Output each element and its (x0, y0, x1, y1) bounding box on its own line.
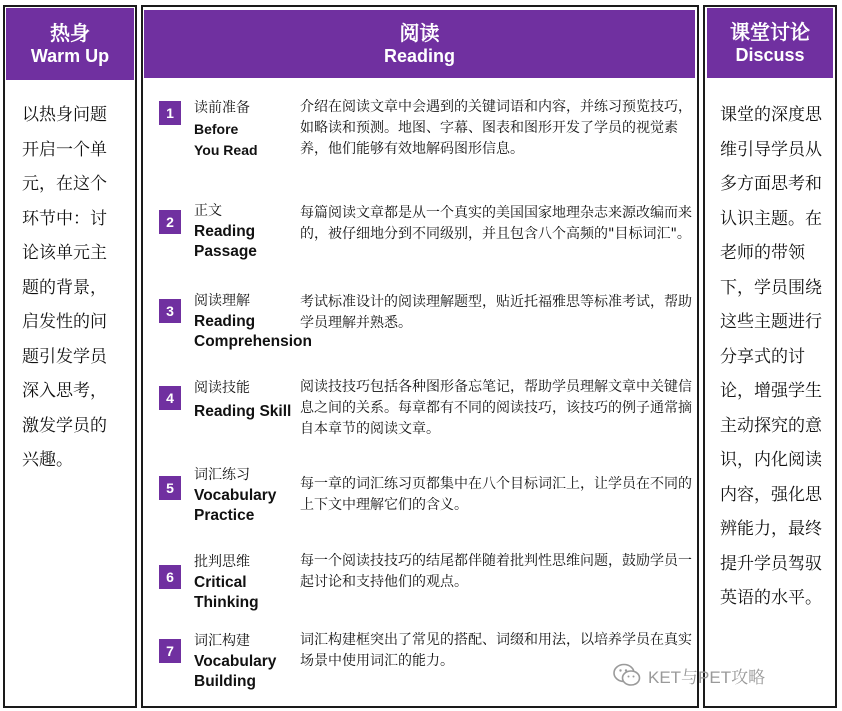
reading-item (150, 464, 695, 544)
item-title-en: Critical Thinking (194, 574, 259, 611)
item-number-badge: 7 (159, 639, 181, 663)
reading-item (150, 200, 695, 280)
item-description: 阅读技技巧包括各种图形备忘笔记，帮助学员理解文章中关键信息之间的关系。每章都有不同的阅读技巧，该技巧的例子通常摘自本章节的阅读文章。 (300, 379, 692, 437)
item-description: 考试标准设计的阅读理解题型，贴近托福雅思等标准考试，帮助学员理解并熟悉。 (300, 294, 692, 331)
item-title (194, 377, 306, 422)
item-title-zh: 批判思维 (194, 554, 250, 570)
item-title (194, 97, 306, 161)
item-description: 介绍在阅读文章中会遇到的关键词语和内容，并练习预览技巧，如略读和预测。地图、字幕、图表和图形开发了学员的视觉素养，他们能够有效地解码图形信息。 (300, 99, 692, 157)
item-description: 词汇构建框突出了常见的搭配、词缀和用法，以培养学员在真实场景中使用词汇的能力。 (300, 632, 692, 669)
item-title-zh: 阅读技能 (194, 380, 250, 396)
warmup-text: 以热身问题开启一个单元，在这个环节中：讨论该单元主题的背景，启发性的问题引发学员深入思考，激发学员的兴趣。 (22, 105, 107, 470)
item-title-en: Before You Read (194, 121, 258, 158)
discuss-title-en: Discuss (735, 45, 805, 65)
item-description: 每一章的词汇练习页都集中在八个目标词汇上，让学员在不同的上下文中理解它们的含义。 (300, 476, 692, 513)
item-title-en: Vocabulary Practice (194, 487, 277, 524)
item-title-en: Reading Passage (194, 223, 257, 260)
warmup-title-zh: 热身 (50, 21, 90, 45)
discuss-header (707, 8, 833, 78)
item-title-zh: 阅读理解 (194, 293, 250, 309)
item-number-badge: 6 (159, 565, 181, 589)
watermark (612, 660, 765, 690)
item-title-en: Vocabulary Building (194, 653, 277, 690)
item-number-badge: 3 (159, 299, 181, 323)
discuss-title-zh: 课堂讨论 (730, 20, 810, 44)
reading-item (150, 377, 695, 457)
wechat-icon (612, 662, 642, 688)
item-number-badge: 1 (159, 101, 181, 125)
reading-item (150, 551, 695, 631)
discuss-text: 课堂的深度思维引导学员从多方面思考和认识主题。在老师的带领下，学员围绕这些主题进行分享式的讨论，增强学生主动探究的意识，内化阅读内容，强化思辨能力，最终提升学员驾驭英语的水平。 (720, 105, 822, 608)
item-title-zh: 词汇练习 (194, 467, 250, 483)
warmup-header (6, 8, 134, 80)
item-number-badge: 5 (159, 476, 181, 500)
item-title-zh: 正文 (194, 203, 222, 219)
item-number-badge: 2 (159, 210, 181, 234)
reading-title-zh: 阅读 (399, 21, 440, 45)
reading-header (144, 10, 695, 78)
warmup-title-en: Warm Up (30, 46, 110, 66)
watermark-text: KET与PET攻略 (648, 667, 766, 687)
reading-item (150, 290, 695, 370)
reading-title-en: Reading (383, 46, 455, 66)
item-description: 每篇阅读文章都是从一个真实的美国国家地理杂志来源改编而来的，被仔细地分到不同级别，并且包含八个高频的"目标词汇"。 (300, 205, 692, 242)
item-title-zh: 读前准备 (194, 100, 250, 116)
item-number-badge: 4 (159, 386, 181, 410)
item-title (194, 200, 274, 262)
item-title-en: Reading Comprehension (194, 313, 312, 350)
item-description: 每一个阅读技技巧的结尾都伴随着批判性思维问题，鼓励学员一起讨论和支持他们的观点。 (300, 553, 692, 590)
item-title-en: Reading Skill (194, 403, 292, 420)
item-title (194, 464, 294, 526)
item-title-zh: 词汇构建 (194, 633, 250, 649)
item-title (194, 551, 274, 613)
item-title (194, 630, 294, 692)
reading-item (150, 97, 695, 177)
